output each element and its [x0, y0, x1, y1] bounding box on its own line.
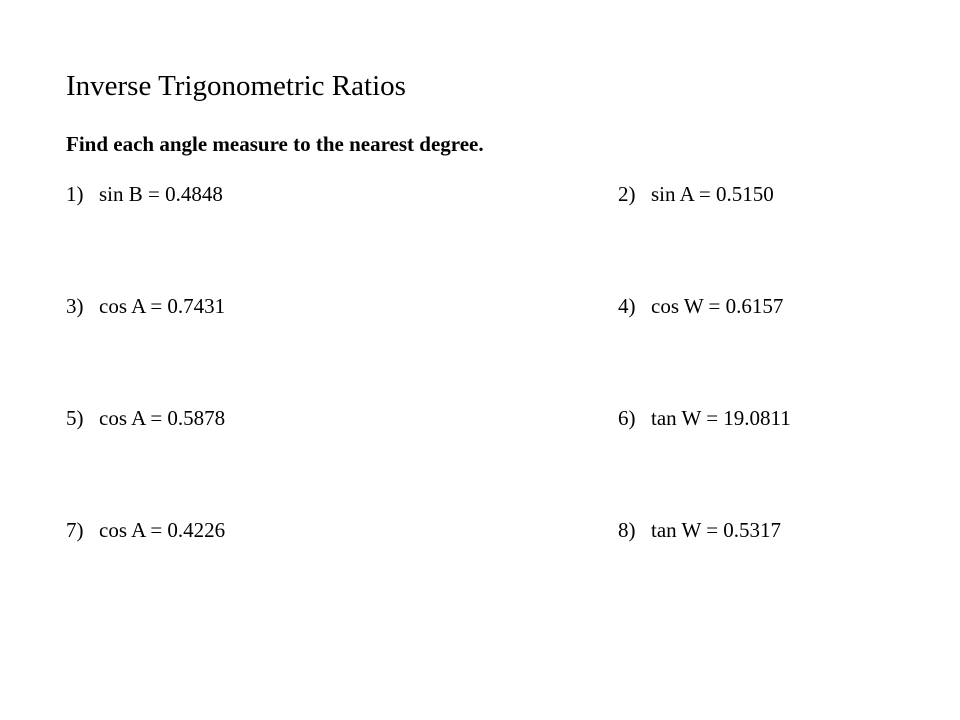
problem-4: [618, 292, 783, 320]
problem-text: cos A = 0.4226: [99, 518, 226, 542]
problem-5: [66, 404, 225, 432]
problem-2: [618, 180, 774, 208]
problem-number: 4): [618, 294, 636, 318]
problem-text: tan W = 0.5317: [651, 518, 782, 542]
problem-text: cos W = 0.6157: [651, 294, 784, 318]
problem-3: [66, 292, 225, 320]
instructions: Find each angle measure to the nearest degree.: [66, 132, 484, 156]
page-title: Inverse Trigonometric Ratios: [66, 70, 406, 102]
problem-text: cos A = 0.5878: [99, 406, 226, 430]
problem-8: [618, 516, 781, 544]
problem-number: 8): [618, 518, 636, 542]
problem-7: [66, 516, 225, 544]
problem-1: [66, 180, 223, 208]
problem-text: sin B = 0.4848: [99, 182, 223, 206]
problem-number: 2): [618, 182, 636, 206]
problem-number: 1): [66, 182, 84, 206]
problem-number: 3): [66, 294, 84, 318]
problem-text: sin A = 0.5150: [651, 182, 774, 206]
problem-number: 6): [618, 406, 636, 430]
problem-number: 7): [66, 518, 84, 542]
problem-text: cos A = 0.7431: [99, 294, 226, 318]
problem-text: tan W = 19.0811: [651, 406, 791, 430]
problem-6: [618, 404, 791, 432]
problem-number: 5): [66, 406, 84, 430]
